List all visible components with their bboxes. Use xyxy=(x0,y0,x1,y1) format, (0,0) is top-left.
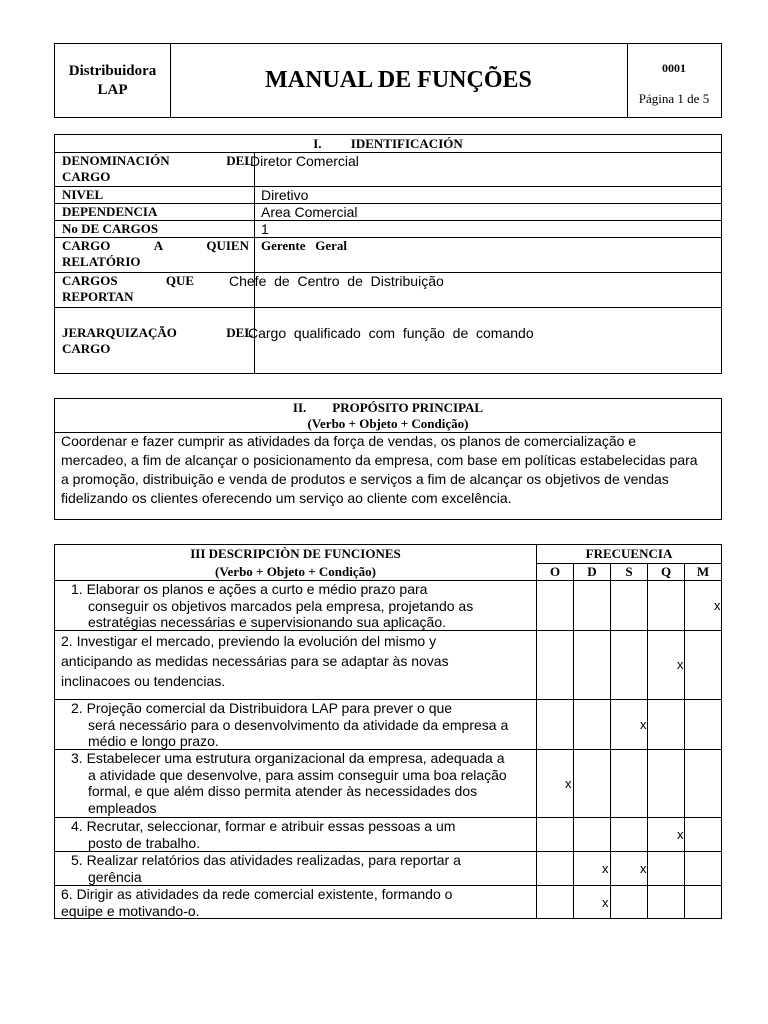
function-item: 2. Projeção comercial da Distribuidora LAP para prever o que será necessário para o desenvolvimento da atividade da empresa a médio e longo prazo. xyxy=(71,700,509,749)
function-item: 2. Investigar el mercado, previendo la evolución del mismo y anticipando as medidas necessárias para se adaptar às novas inclinacoes ou tendencias. xyxy=(61,633,449,689)
value-numero-cargos: 1 xyxy=(261,221,269,237)
purpose-subtitle: (Verbo + Objeto + Condição) xyxy=(307,416,469,431)
manual-title: MANUAL DE FUNÇÕES xyxy=(170,44,628,117)
function-item: 1. Elaborar os planos e ações a curto e médio prazo para conseguir os objetivos marcados pela empresa, projetando as estratégias necessárias e supervisionando sua aplicação. xyxy=(71,581,474,630)
function-item: 3. Estabelecer uma estrutura organizacional da empresa, adequada a a atividade que desenvolve, para assim conseguir uma boa relação formal, e que além disso permita atender às necessidades dos empleados xyxy=(71,750,507,816)
value-jerarquizacao: Cargo qualificado com função de comando xyxy=(248,325,534,341)
label-jerarquizacao: JERARQUIZAÇÃO DEL CARGO xyxy=(62,325,253,356)
document-header xyxy=(54,43,722,118)
frequency-title: FRECUENCIA xyxy=(585,546,673,561)
value-cargo-quien: Gerente Geral xyxy=(261,238,348,253)
function-item: 5. Realizar relatórios das atividades realizadas, para reportar a gerência xyxy=(71,852,461,885)
freq-col-o: O xyxy=(549,564,561,579)
label-cargo-quien: CARGO A QUIEN RELATÓRIO xyxy=(62,238,249,269)
company-line-2: LAP xyxy=(97,81,128,98)
value-cargos-reportan: Chefe de Centro de Distribuição xyxy=(229,273,444,289)
company-line-1: Distribuidora xyxy=(68,62,157,79)
identification-table xyxy=(54,134,722,374)
identification-title xyxy=(55,135,721,152)
value-dependencia: Area Comercial xyxy=(261,204,358,220)
freq-col-q: Q xyxy=(660,564,672,579)
frequency-mark: x xyxy=(565,776,572,791)
frequency-mark: x xyxy=(602,895,609,910)
label-dependencia: DEPENDENCIA xyxy=(62,204,158,219)
purpose-line: Coordenar e fazer cumprir as atividades da força de vendas, os planos de comercialização e xyxy=(61,433,637,449)
purpose-title xyxy=(55,400,721,416)
purpose-line: mercadeo, a fim de alcançar o posicionamento da empresa, com base em políticas estabelecidas para xyxy=(61,452,698,468)
frequency-mark: x xyxy=(677,827,684,842)
frequency-mark: x xyxy=(714,598,721,613)
purpose-line: fidelizando os clientes oferecendo um serviço ao cliente com excelência. xyxy=(61,490,512,506)
page-number: Página 1 de 5 xyxy=(638,91,710,106)
company-name xyxy=(55,44,171,117)
functions-subtitle: (Verbo + Objeto + Condição) xyxy=(215,564,376,579)
function-item: 6. Dirigir as atividades da rede comercial existente, formando o equipe e motivando-o. xyxy=(61,886,453,919)
document-code-cell xyxy=(627,44,721,117)
label-numero-cargos: No DE CARGOS xyxy=(62,221,159,236)
section-title: IDENTIFICACIÓN xyxy=(350,136,463,151)
section-title: PROPÓSITO PRINCIPAL xyxy=(332,400,484,415)
label-nivel: NIVEL xyxy=(62,187,104,202)
section-number: II. xyxy=(292,400,307,415)
frequency-mark: x xyxy=(677,657,684,672)
document-code: 0001 xyxy=(662,61,686,75)
label-cargos-reportan: CARGOS QUE REPORTAN xyxy=(62,273,194,304)
purpose-table xyxy=(54,398,722,520)
functions-title: III DESCRIPCIÒN DE FUNCIONES xyxy=(190,546,401,561)
function-item: 4. Recrutar, seleccionar, formar e atribuir essas pessoas a um posto de trabalho. xyxy=(71,818,456,851)
frequency-mark: x xyxy=(640,861,647,876)
freq-col-s: S xyxy=(625,564,633,579)
freq-col-d: D xyxy=(587,564,597,579)
value-nivel: Diretivo xyxy=(261,187,309,203)
section-number: I. xyxy=(313,136,322,151)
freq-col-m: M xyxy=(696,564,710,579)
purpose-text xyxy=(61,432,751,508)
label-denominacion: DENOMINACIÓN DEL CARGO xyxy=(62,153,253,184)
value-denominacion: Diretor Comercial xyxy=(250,153,359,169)
purpose-line: a promoção, distribuição e venda de produtos e serviços a fim de alcançar os objetivos de vendas xyxy=(61,471,669,487)
frequency-mark: x xyxy=(640,717,647,732)
functions-table xyxy=(54,544,722,919)
frequency-mark: x xyxy=(602,861,609,876)
